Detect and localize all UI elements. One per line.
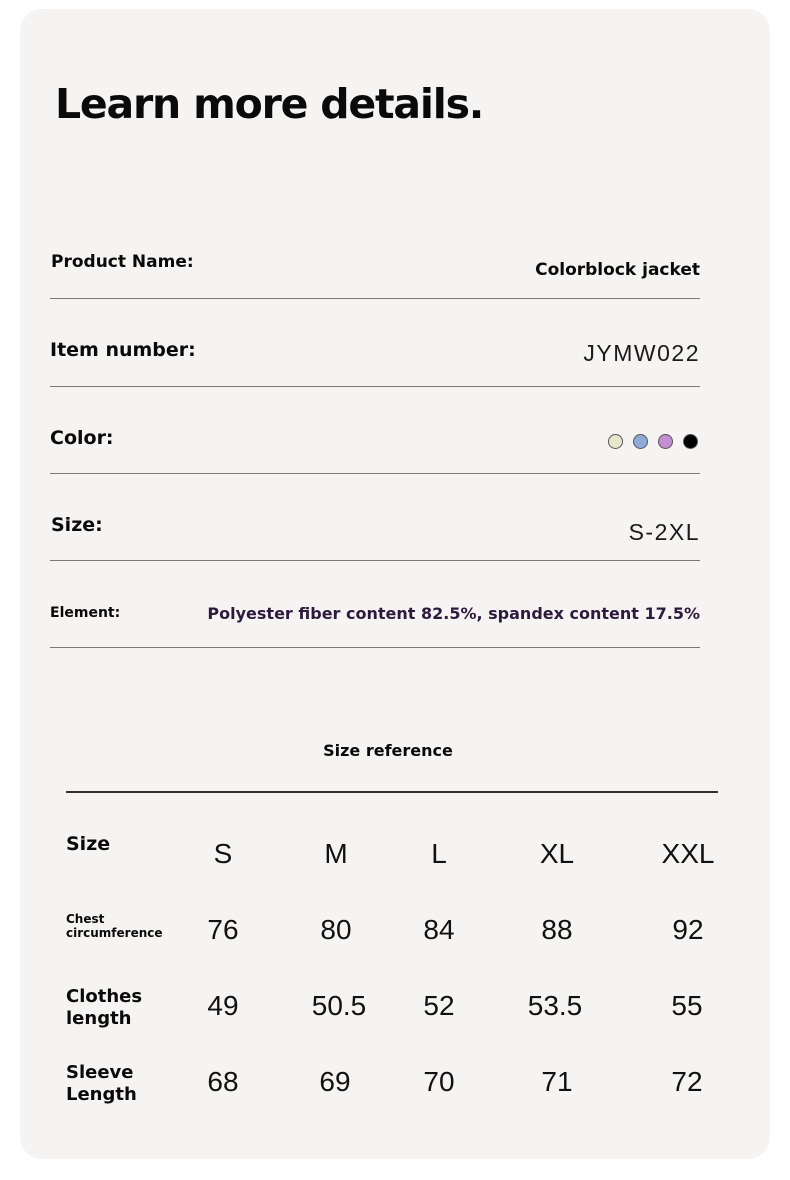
- spec-row-item-number: [50, 298, 700, 387]
- spec-row-color: [50, 386, 700, 474]
- product-name-value: Colorblock jacket: [535, 260, 700, 280]
- sleeve-length-label: [66, 1054, 137, 1114]
- size-header-row: [0, 824, 790, 884]
- item-number-label: Item number:: [50, 339, 196, 361]
- chest-label-line-2: circumference: [66, 926, 163, 940]
- size-col-m: M: [324, 838, 348, 869]
- swatch-cream: [608, 434, 623, 449]
- size-value: S-2XL: [628, 519, 700, 545]
- size-col-xxl: XXL: [661, 838, 715, 869]
- chest-m: 80: [320, 914, 352, 945]
- size-reference-title: Size reference: [323, 741, 453, 760]
- clothes-length-label-line-1: Clothes: [66, 986, 143, 1008]
- item-number-value: JYMW022: [583, 340, 700, 366]
- sleeve-length-label-line-2: Length: [66, 1084, 137, 1105]
- chest-label-line-1: Chest: [66, 911, 105, 926]
- size-header-label: Size: [66, 832, 111, 855]
- chest-s: 76: [207, 914, 239, 945]
- product-name-label: Product Name:: [51, 252, 194, 272]
- sleeve-length-label-line-1: Sleeve: [66, 1062, 134, 1084]
- color-label: Color:: [50, 427, 114, 449]
- sleeve-length-s: 68: [207, 1066, 239, 1097]
- clothes-length-l: 52: [423, 990, 455, 1021]
- clothes-length-label-line-2: length: [66, 1008, 132, 1029]
- size-label: Size:: [51, 514, 103, 536]
- sleeve-length-m: 69: [319, 1066, 351, 1097]
- size-col-xl: XL: [539, 838, 575, 869]
- element-value: Polyester fiber content 82.5%, spandex content 17.5%: [207, 604, 700, 623]
- size-col-l: L: [431, 838, 447, 869]
- clothes-length-m: 50.5: [311, 990, 367, 1021]
- table-row-sleeve-length: [0, 1052, 790, 1112]
- table-row-clothes-length: [0, 976, 790, 1036]
- size-col-s: S: [213, 838, 233, 869]
- element-label: Element:: [50, 605, 121, 621]
- table-row-chest: [0, 900, 790, 960]
- spec-row-element: [50, 560, 700, 648]
- sleeve-length-l: 70: [423, 1066, 455, 1097]
- spec-row-product-name: [50, 232, 700, 299]
- chest-xxl: 92: [672, 914, 704, 945]
- clothes-length-xxl: 55: [671, 990, 703, 1021]
- chest-xl: 88: [541, 914, 573, 945]
- page-title: Learn more details.: [55, 80, 484, 128]
- swatch-blue: [633, 434, 648, 449]
- chest-label: [66, 896, 163, 956]
- clothes-length-label: [66, 978, 142, 1038]
- clothes-length-xl: 53.5: [527, 990, 583, 1021]
- swatch-purple: [658, 434, 673, 449]
- swatch-black: [683, 434, 698, 449]
- chest-l: 84: [423, 914, 455, 945]
- color-swatches: [608, 434, 698, 449]
- sleeve-length-xxl: 72: [671, 1066, 703, 1097]
- table-divider: [66, 791, 718, 793]
- clothes-length-s: 49: [207, 990, 239, 1021]
- spec-row-size: [50, 473, 700, 561]
- sleeve-length-xl: 71: [541, 1066, 573, 1097]
